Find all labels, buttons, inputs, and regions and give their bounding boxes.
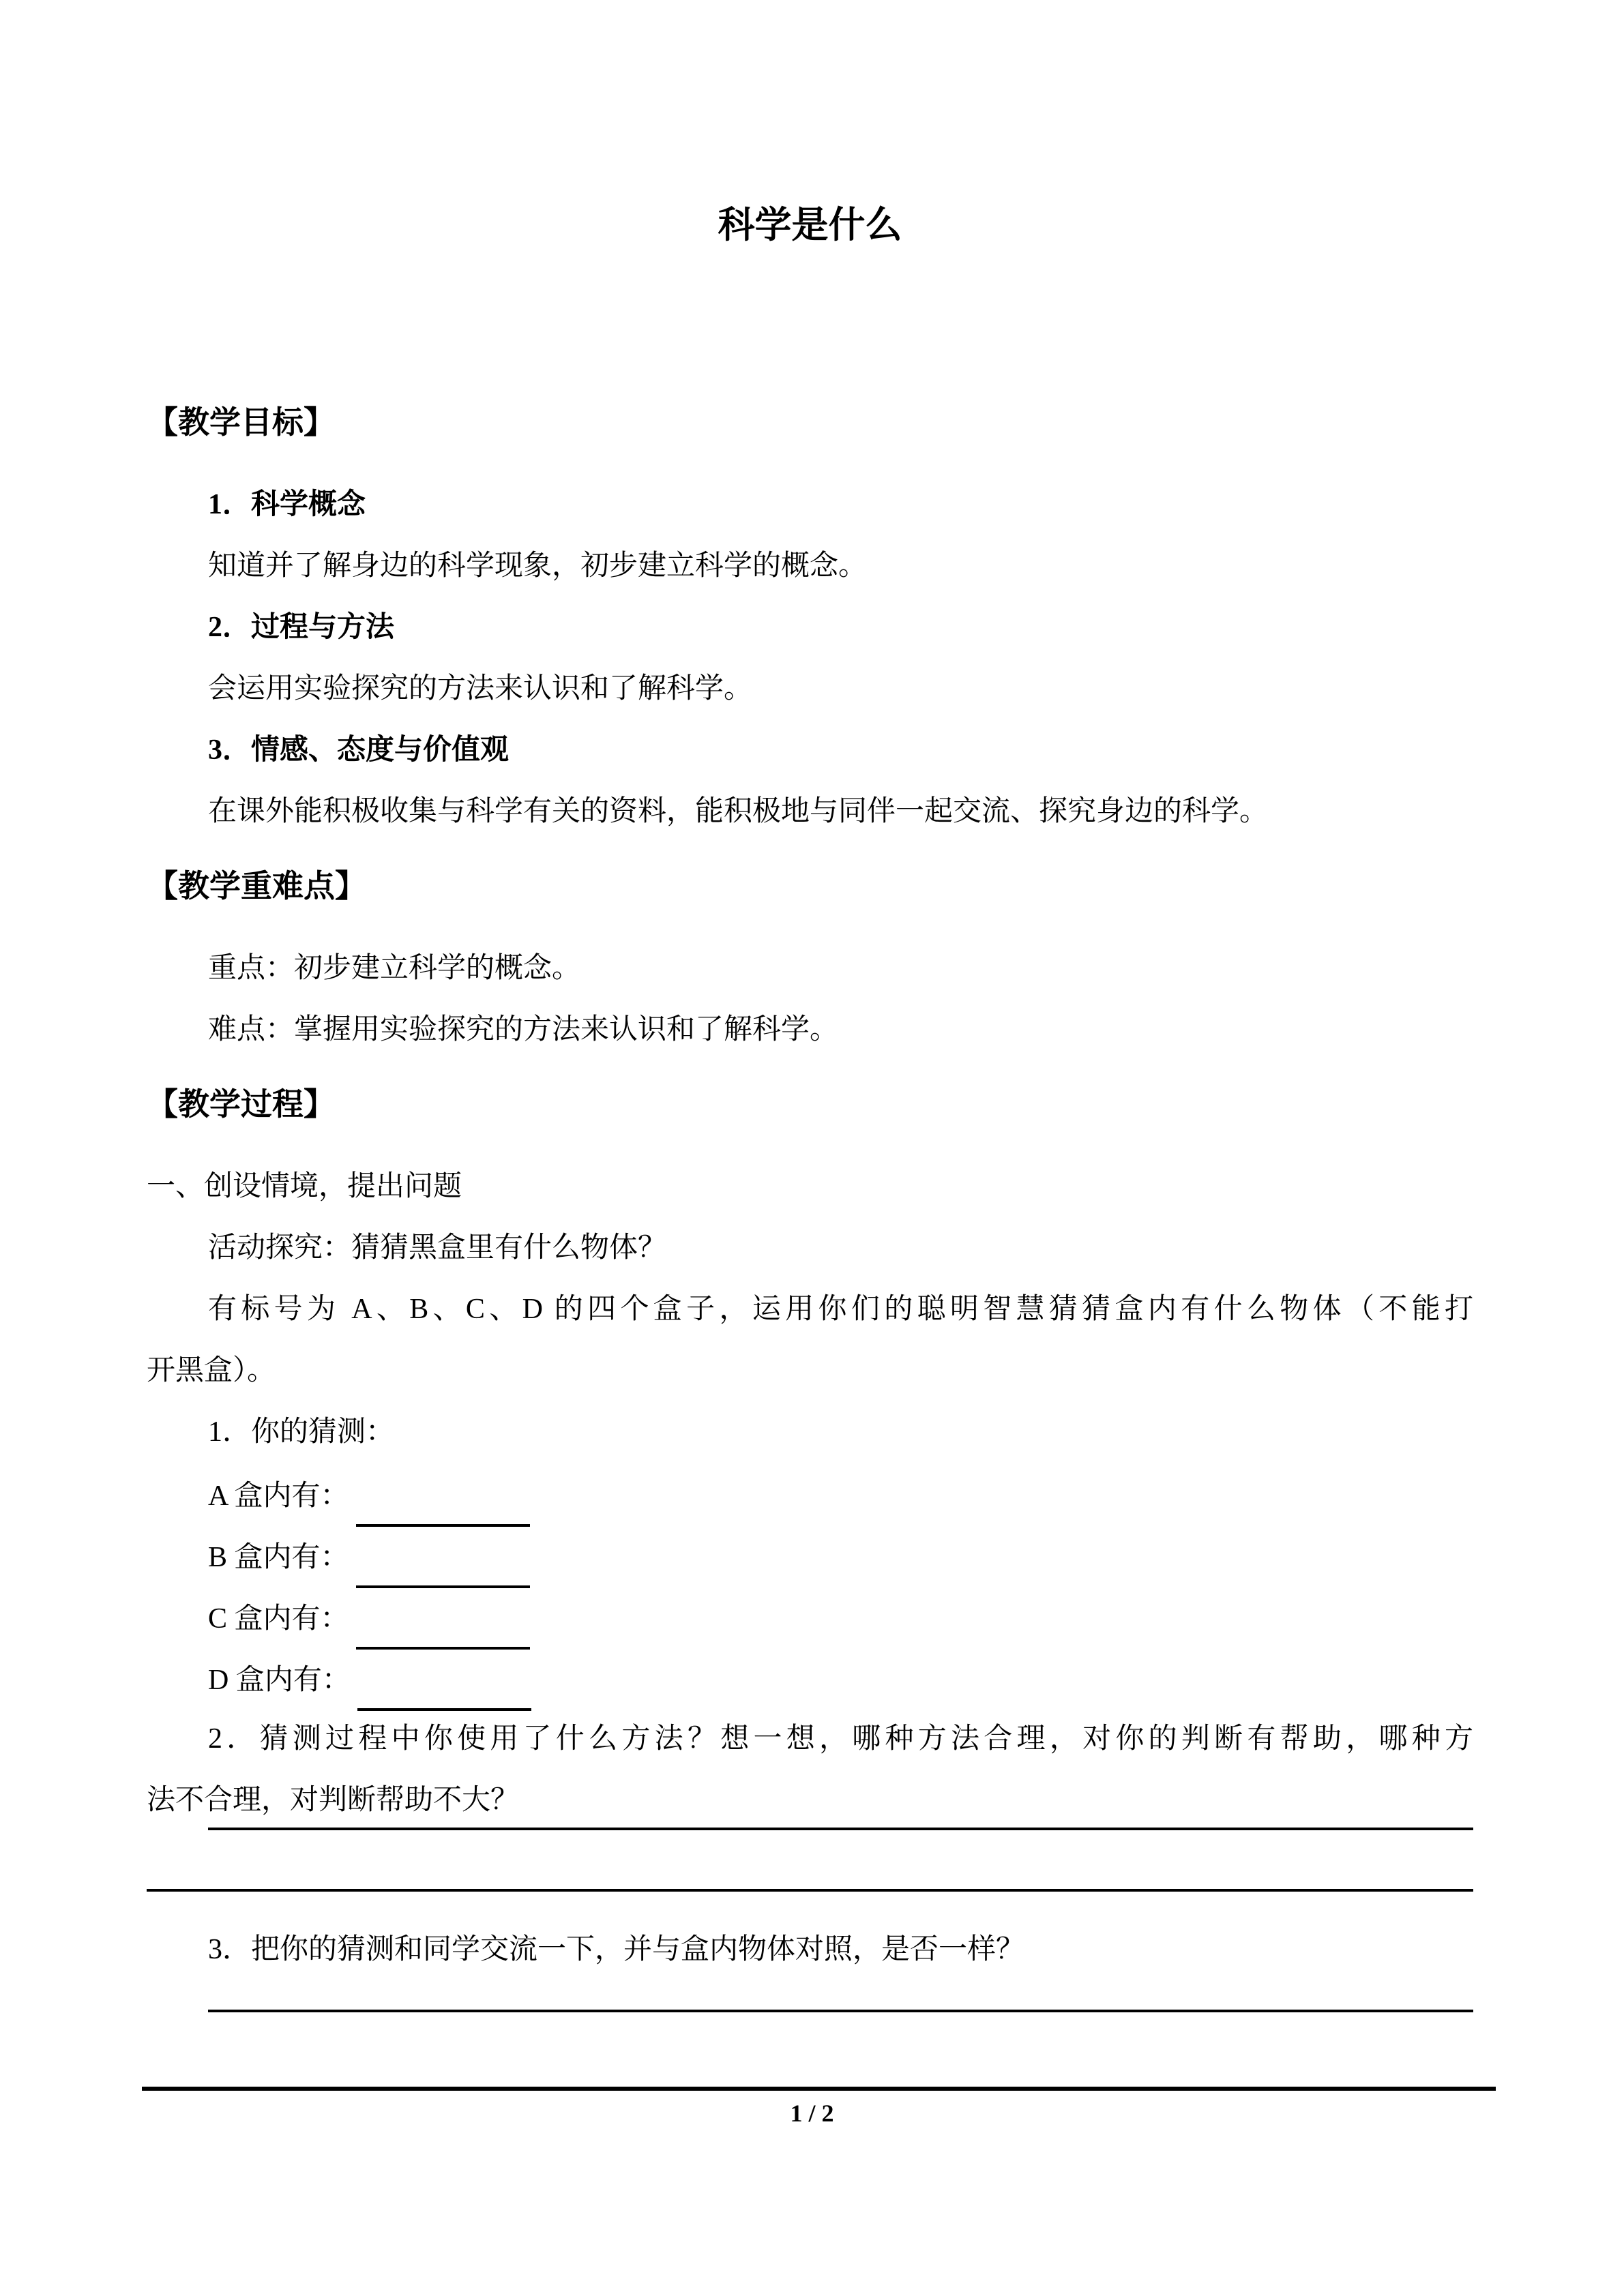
document-body bbox=[147, 0, 1473, 2012]
objective-2-body: 会运用实验探究的方法来认识和了解科学。 bbox=[208, 673, 753, 704]
objective-1-label: 1．科学概念 bbox=[208, 489, 366, 520]
box-c-label: C 盒内有： bbox=[208, 1603, 349, 1635]
box-a-label: A 盒内有： bbox=[208, 1480, 349, 1512]
intro-paragraph-line-1: 有标号为 A、B、C、D 的四个盒子，运用你们的聪明智慧猜猜盒内有什么物体（不能打 bbox=[208, 1294, 1473, 1325]
box-guess-row bbox=[147, 1647, 1473, 1708]
box-d-answer-blank bbox=[357, 1647, 531, 1711]
intro-paragraph-line-2: 开黑盒）。 bbox=[147, 1355, 276, 1386]
section-heading-process: 【教学过程】 bbox=[147, 1087, 335, 1122]
footer-divider bbox=[142, 2087, 1496, 2091]
box-guess-row bbox=[147, 1463, 1473, 1524]
objective-1-body: 知道并了解身边的科学现象，初步建立科学的概念。 bbox=[208, 550, 868, 582]
box-d-label: D 盒内有： bbox=[208, 1665, 351, 1696]
section-heading-key-points: 【教学重难点】 bbox=[147, 869, 366, 904]
box-a-answer-blank bbox=[356, 1463, 530, 1527]
key-point-difficulty: 难点：掌握用实验探究的方法来认识和了解科学。 bbox=[208, 1014, 839, 1045]
page-number: 1 / 2 bbox=[790, 2100, 834, 2127]
process-part-title: 一、创设情境，提出问题 bbox=[147, 1171, 462, 1202]
box-guess-row bbox=[147, 1524, 1473, 1585]
objective-3-label: 3．情感、态度与价值观 bbox=[208, 734, 510, 766]
section-heading-objectives: 【教学目标】 bbox=[147, 405, 335, 440]
answer-line bbox=[147, 1889, 1473, 1892]
question-2-line-2: 法不合理，对判断帮助不大？ bbox=[147, 1785, 520, 1816]
question-3: 3．把你的猜测和同学交流一下，并与盒内物体对照，是否一样？ bbox=[208, 1934, 1025, 1965]
box-guess-row bbox=[147, 1585, 1473, 1647]
objective-2-label: 2．过程与方法 bbox=[208, 612, 395, 643]
box-b-label: B 盒内有： bbox=[208, 1542, 349, 1573]
box-b-answer-blank bbox=[356, 1524, 530, 1588]
key-point-emphasis: 重点：初步建立科学的概念。 bbox=[208, 953, 581, 984]
objective-3-body: 在课外能积极收集与科学有关的资料，能积极地与同伴一起交流、探究身边的科学。 bbox=[208, 796, 1269, 827]
answer-line bbox=[208, 2010, 1473, 2012]
question-1-label: 1．你的猜测： bbox=[208, 1416, 395, 1448]
question-2-line-1: 2．猜测过程中你使用了什么方法？想一想，哪种方法合理，对你的判断有帮助，哪种方 bbox=[208, 1723, 1473, 1755]
document-title: 科学是什么 bbox=[718, 205, 902, 245]
activity-prompt: 活动探究：猜猜黑盒里有什么物体？ bbox=[208, 1232, 667, 1264]
box-c-answer-blank bbox=[356, 1585, 530, 1650]
